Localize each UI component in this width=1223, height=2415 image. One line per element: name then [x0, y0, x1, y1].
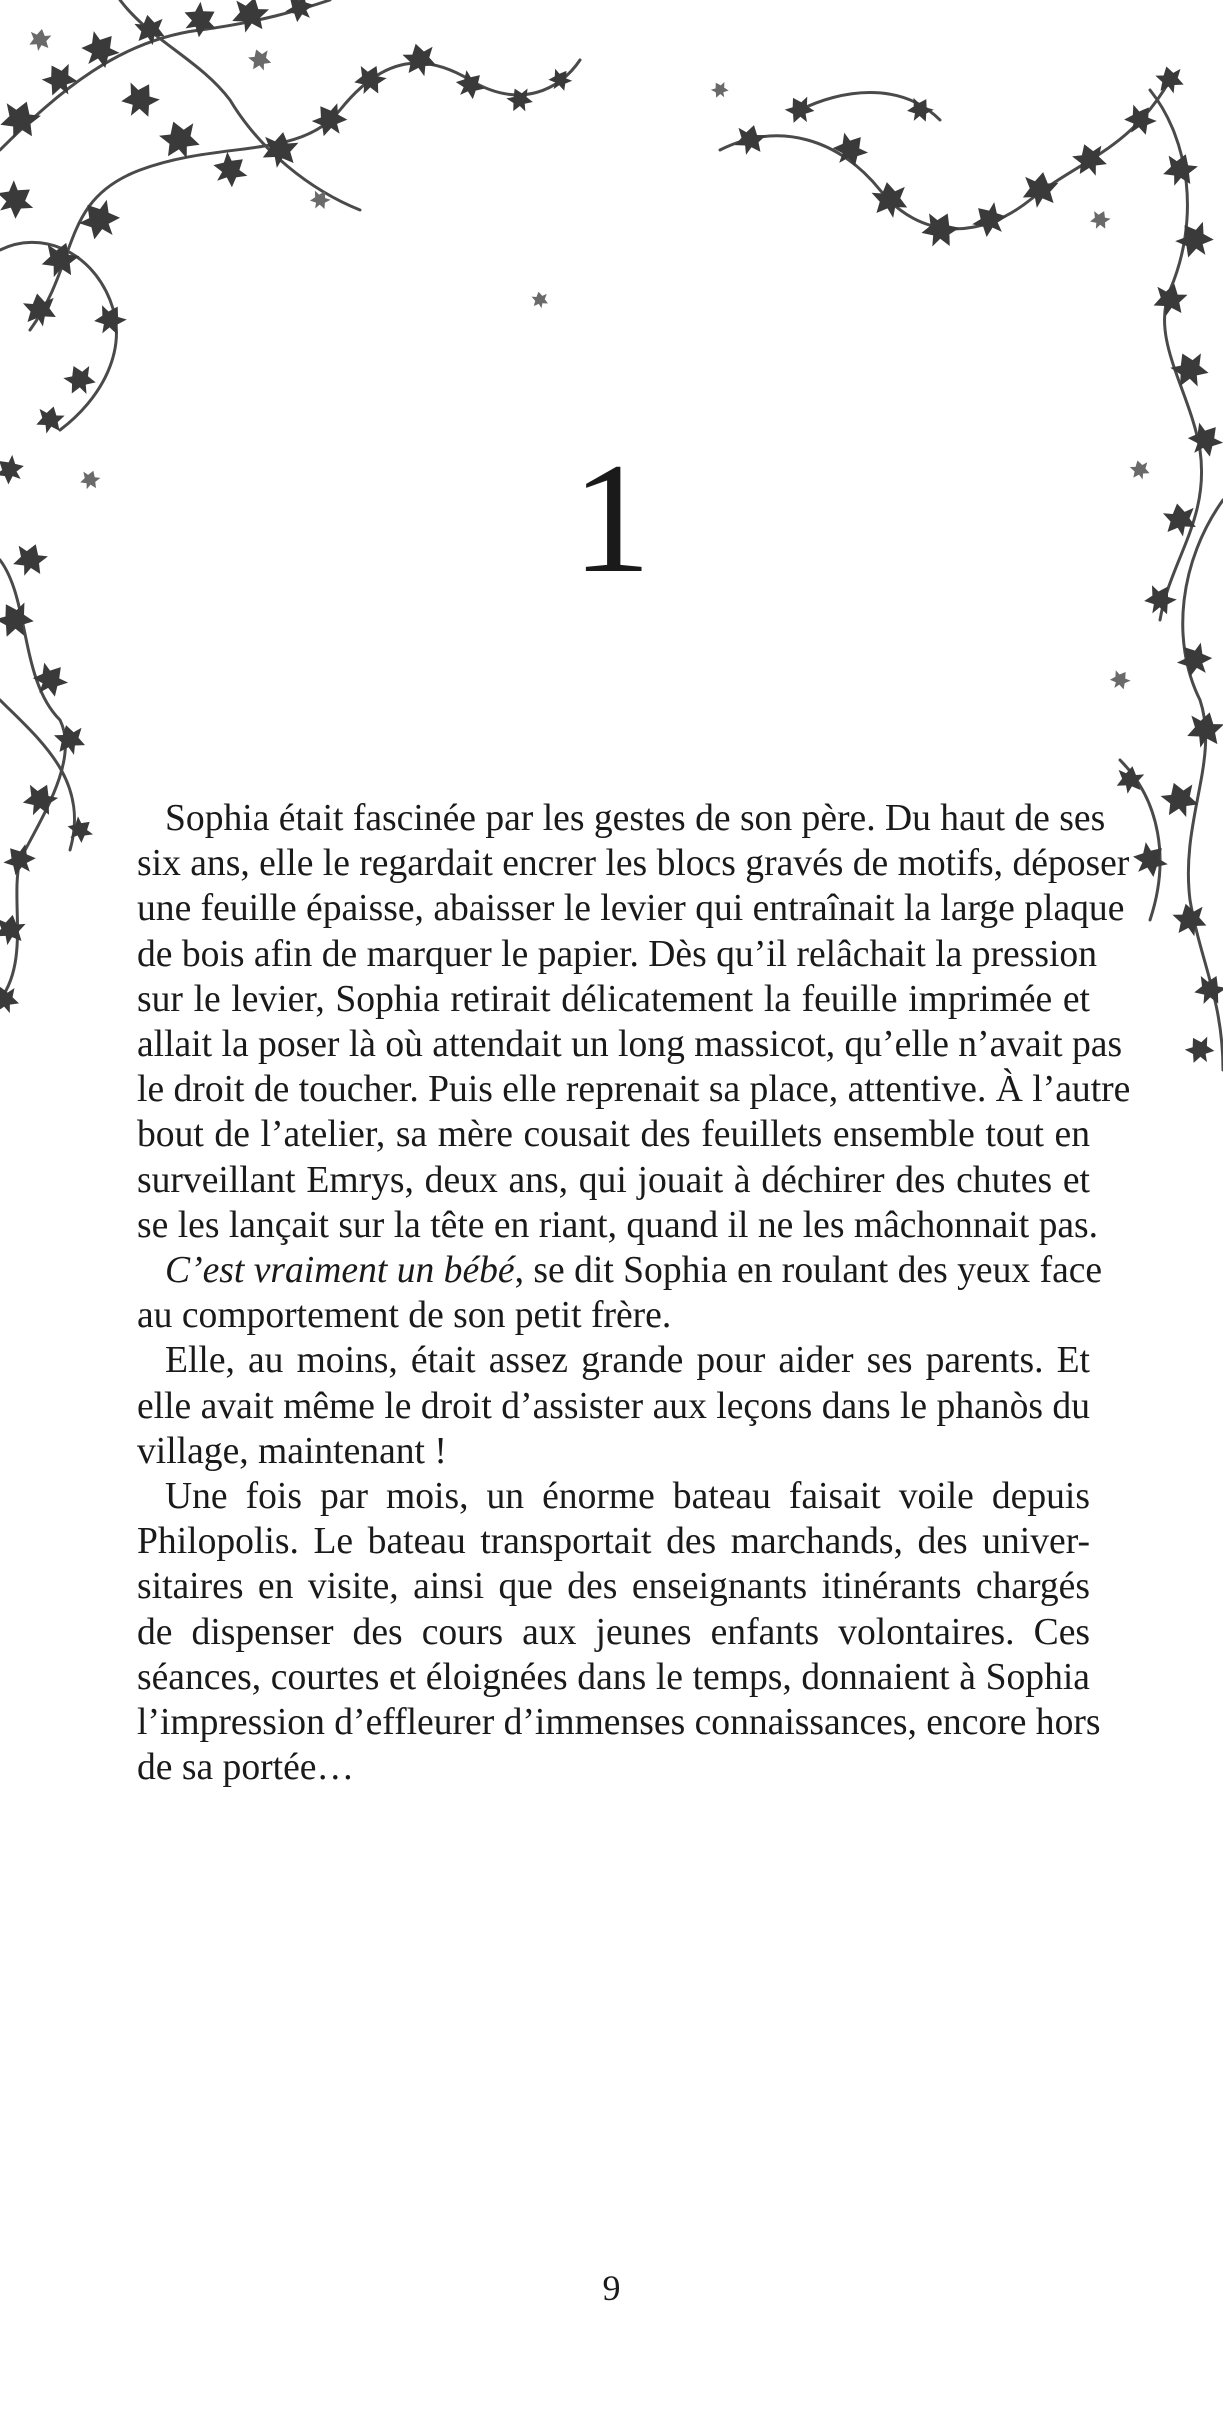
text-line: allait la poser là où attendait un long massicot, qu’elle n’avait pas — [137, 1024, 1123, 1066]
text-line: Sophia était fascinée par les gestes de son père. Du haut de ses — [165, 798, 1106, 839]
text-line: Elle, au moins, était assez grande pour aider ses parents. Et — [165, 1340, 1090, 1382]
text-line: sur le levier, Sophia retirait délicatement la feuille imprimée et — [137, 978, 1090, 1020]
text-line: au comportement de son petit frère. — [137, 1295, 672, 1337]
text-line: six ans, elle le regardait encrer les blocs gravés de motifs, déposer — [137, 843, 1130, 885]
text-line: village, maintenant ! — [137, 1430, 447, 1472]
text-line: sitaires en visite, ainsi que des enseignants itinérants chargés — [137, 1566, 1090, 1608]
chapter-number: 1 — [572, 431, 651, 606]
text-line: l’impression d’effleurer d’immenses connaissances, encore hors — [137, 1702, 1101, 1744]
italic-thought: C’est vraiment un bébé — [165, 1250, 515, 1292]
text-line-rest: , se dit Sophia en roulant des yeux face — [514, 1250, 1103, 1292]
text-line: elle avait même le droit d’assister aux leçons dans le phanòs du — [137, 1385, 1090, 1427]
text-line: une feuille épaisse, abaisser le levier qui entraînait la large plaque — [137, 888, 1125, 930]
page-number: 9 — [602, 2268, 621, 2308]
text-line: bout de l’atelier, sa mère cousait des feuillets ensemble tout en — [137, 1114, 1090, 1156]
chapter-body-text — [137, 796, 1131, 1790]
text-line: de bois afin de marquer le papier. Dès qu’il relâchait la pression — [137, 933, 1097, 975]
text-line: Une fois par mois, un énorme bateau faisait voile depuis — [165, 1476, 1090, 1518]
text-line: de dispenser des cours aux jeunes enfants volontaires. Ces — [137, 1611, 1090, 1653]
text-line: séances, courtes et éloignées dans le temps, donnaient à Sophia — [137, 1656, 1090, 1698]
text-line: le droit de toucher. Puis elle reprenait sa place, attentive. À l’autre — [137, 1069, 1131, 1111]
text-line: surveillant Emrys, deux ans, qui jouait à déchirer des chutes et — [137, 1159, 1090, 1201]
text-line: se les lançait sur la tête en riant, quand il ne les mâchonnait pas. — [137, 1204, 1099, 1246]
text-line — [137, 1248, 1103, 1293]
text-line: de sa portée… — [137, 1747, 355, 1789]
text-line: Philopolis. Le bateau transportait des marchands, des univer- — [137, 1521, 1090, 1563]
